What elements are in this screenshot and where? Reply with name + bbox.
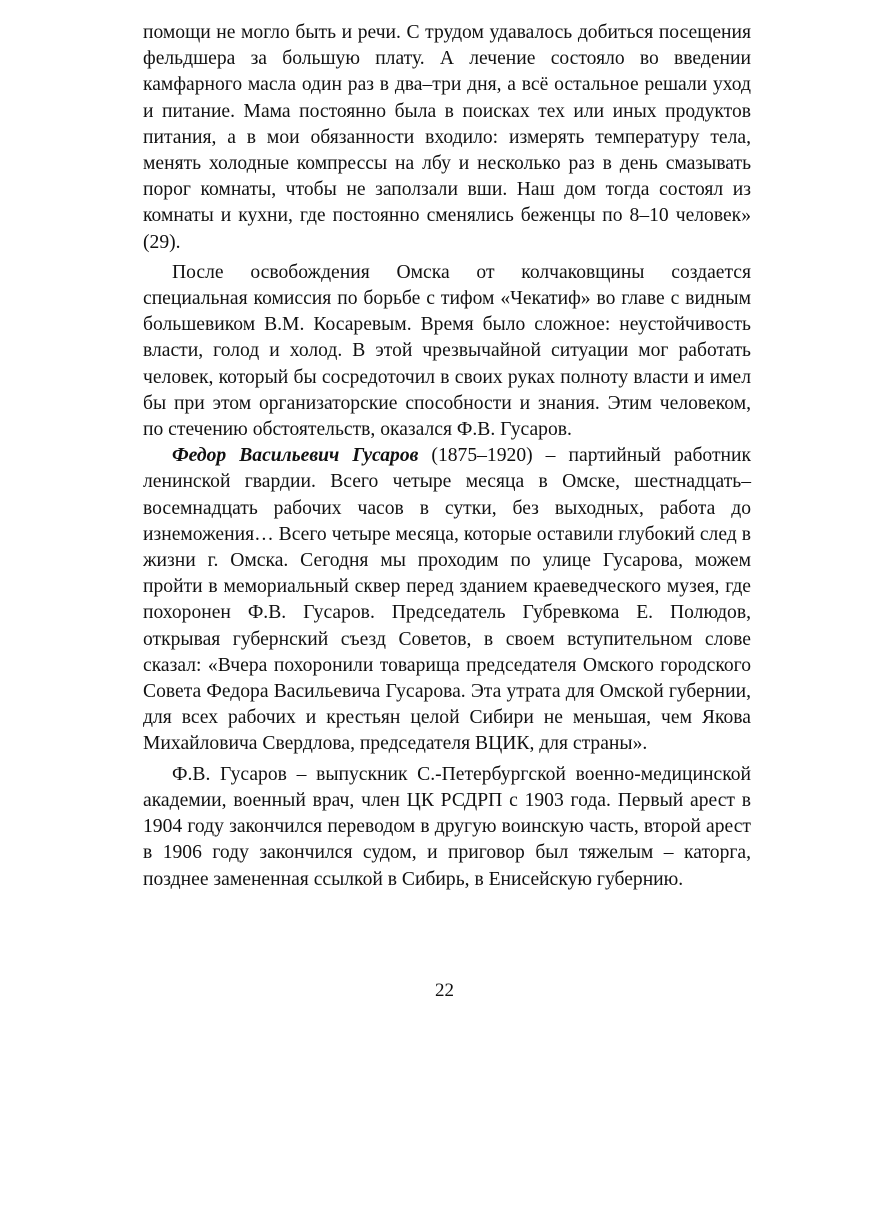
paragraph-continued: помощи не могло быть и речи. С трудом удавалось добиться посещения фельдшера за большую плату. А лечение состояло во введении камфарного масла один раз в два–три дня, а всё остальное решали уход и питание. Мама постоянно была в поисках тех или иных продуктов питания, а в мои обязанности входило: измерять температуру тела, менять холодные компрессы на лбу и несколько раз в день смазывать порог комнаты, чтобы не заползали вши. Наш дом тогда состоял из комнаты и кухни, где постоянно сменялись беженцы по 8–10 человек» (29). <box>143 22 751 253</box>
paragraph-gusarov-career: Ф.В. Гусаров – выпускник С.-Петербургской военно-медицинской академии, военный врач, член ЦК РСДРП с 1903 года. Первый арест в 1904 году закончился переводом в другую воинскую часть, второй арест в 1906 году закончился судом, и приговор был тяжелым – каторга, позднее замененная ссылкой в Сибирь, в Енисейскую губернию. <box>143 763 751 890</box>
page-number: 22 <box>435 980 454 1001</box>
page-text <box>143 20 751 893</box>
paragraph-chekatif: После освобождения Омска от колчаковщины создается специальная комиссия по борьбе с тифом «Чекатиф» во главе с видным большевиком В.М. Косаревым. Время было сложное: неустойчивость власти, голод и холод. В этой чрезвычайной ситуации мог работать человек, который бы сосредоточил в своих руках полноту власти и имел бы при этом организаторские способности и знания. Этим человеком, по стечению обстоятельств, оказался Ф.В. Гусаров. <box>143 261 751 441</box>
person-name-lead: Федор Васильевич Гусаров <box>172 445 419 467</box>
paragraph-gusarov-bio-text: (1875–1920) – партийный работник ленинской гвардии. Всего четыре месяца в Омске, шестнадцать–восемнадцать рабочих часов в сутки, без выходных, работа до изнеможения… Всего четыре месяца, которые оставили глубокий след в жизни г. Омска. Сегодня мы проходим по улице Гусарова, можем пройти в мемориальный сквер перед зданием краеведческого музея, где похоронен Ф.В. Гусаров. Председатель Губревкома Е. Полюдов, открывая губернский съезд Советов, в своем вступительном слове сказал: «Вчера похоронили товарища председателя Омского городского Совета Федора Васильевича Гусарова. Эта утрата для Омской губернии, для всех рабочих и крестьян целой Сибири не меньшая, чем Якова Михайловича Свердлова, председателя ВЦИК, для страны». <box>143 445 752 755</box>
paragraph-gusarov-bio <box>143 443 751 757</box>
